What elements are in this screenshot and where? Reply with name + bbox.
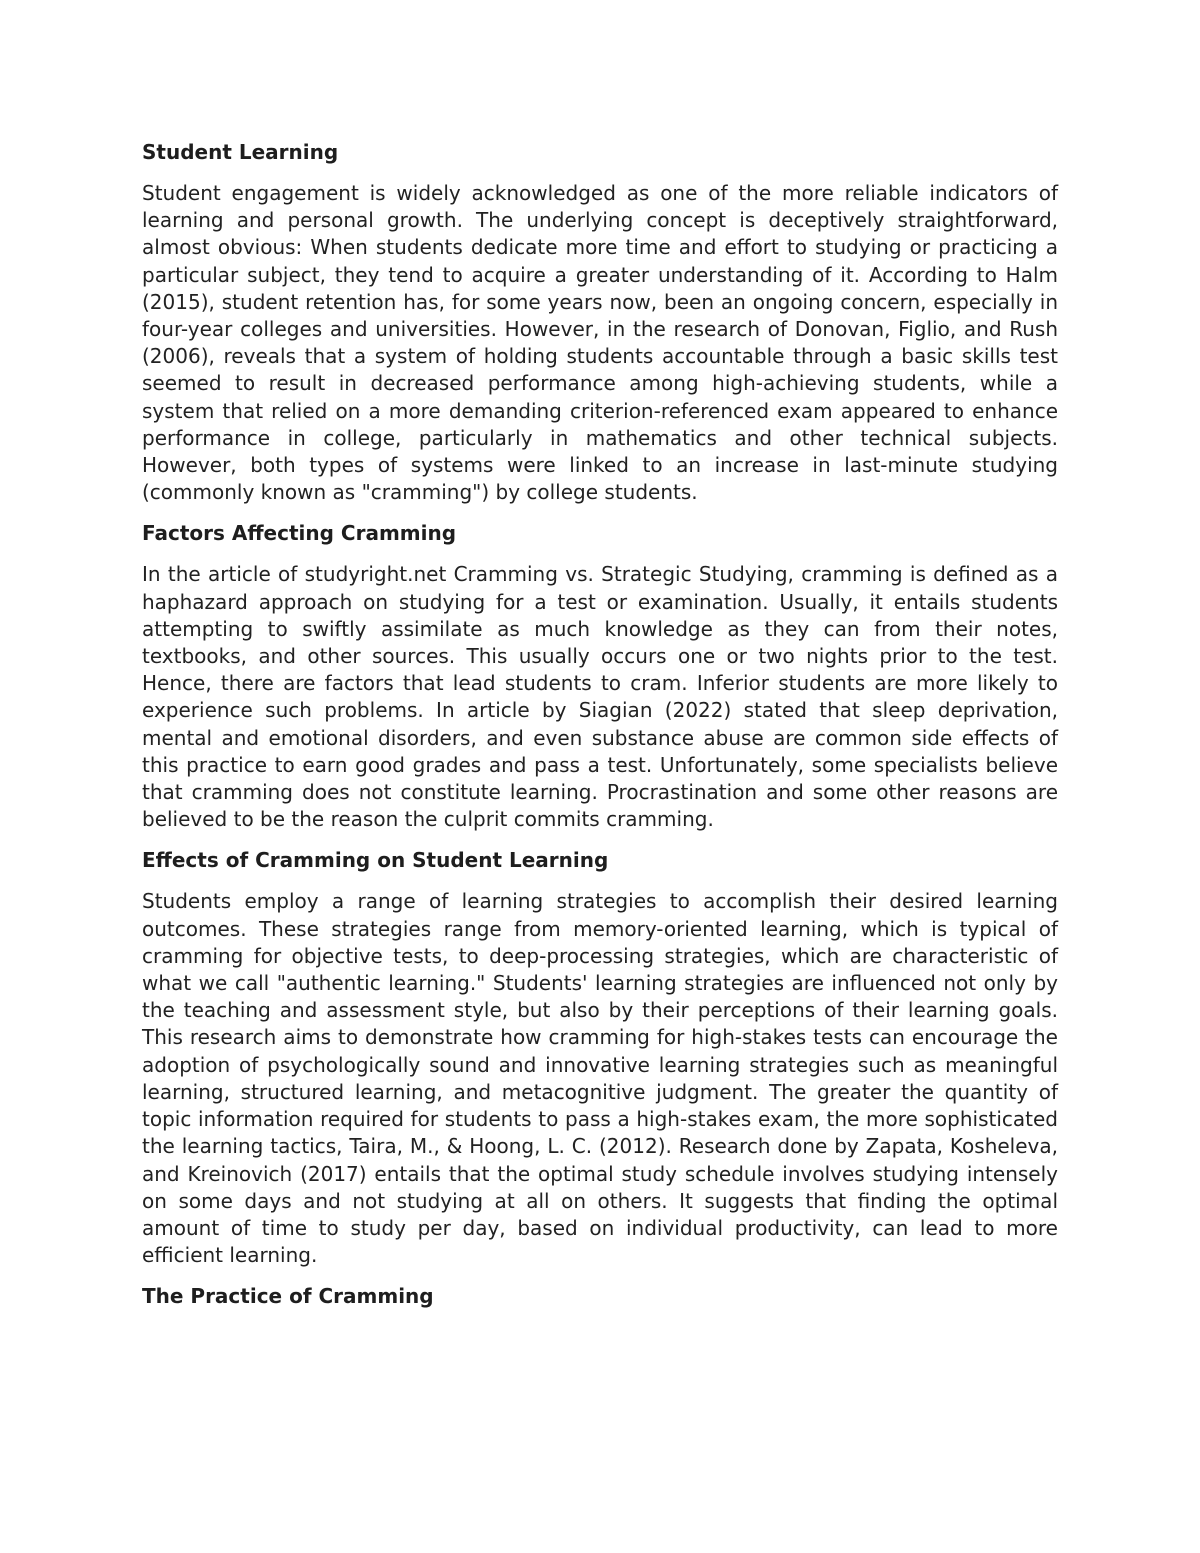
- heading-effects-of-cramming: Effects of Cramming on Student Learning: [142, 848, 609, 873]
- document-content: [142, 139, 1058, 1324]
- paragraph-factors-affecting-cramming: In the article of studyright.net Cramming vs. Strategic Studying, cramming is defined as a haphazard approach on studying for a test or examination. Usually, it entails students attempting to swiftly assimilate as much knowledge as they can from their notes, textbooks, and other sources. This usually occurs one or two nights prior to the test. Hence, there are factors that lead students to cram. Inferior students are more likely to experience such problems. In article by Siagian (2022) stated that sleep deprivation, mental and emotional disorders, and even substance abuse are common side effects of this practice to earn good grades and pass a test. Unfortunately, some specialists believe that cramming does not constitute learning. Procrastination and some other reasons are believed to be the reason the culprit commits cramming.: [142, 562, 1058, 832]
- heading-factors-affecting-cramming: Factors Affecting Cramming: [142, 521, 457, 546]
- heading-practice-of-cramming: The Practice of Cramming: [142, 1284, 434, 1309]
- heading-student-learning: Student Learning: [142, 140, 339, 164]
- paragraph-effects-of-cramming: Students employ a range of learning strategies to accomplish their desired learning outcomes. These strategies range from memory-oriented learning, which is typical of cramming for objective tests, to deep-processing strategies, which are characteristic of what we call "authentic learning." Students' learning strategies are influenced not only by the teaching and assessment style, but also by their perceptions of their learning goals. This research aims to demonstrate how cramming for high-stakes tests can encourage the adoption of psychologically sound and innovative learning strategies such as meaningful learning, structured learning, and metacognitive judgment. The greater the quantity of topic information required for students to pass a high-stakes exam, the more sophisticated the learning tactics, Taira, M., & Hoong, L. C. (2012). Research done by Zapata, Kosheleva, and Kreinovich (2017) entails that the optimal study schedule involves studying intensely on some days and not studying at all on others. It suggests that finding the optimal amount of time to study per day, based on individual productivity, can lead to more efficient learning.: [142, 889, 1058, 1268]
- paragraph-student-learning: Student engagement is widely acknowledged as one of the more reliable indicators of learning and personal growth. The underlying concept is deceptively straightforward, almost obvious: When students dedicate more time and effort to studying or practicing a particular subject, they tend to acquire a greater understanding of it. According to Halm (2015), student retention has, for some years now, been an ongoing concern, especially in four-year colleges and universities. However, in the research of Donovan, Figlio, and Rush (2006), reveals that a system of holding students accountable through a basic skills test seemed to result in decreased performance among high-achieving students, while a system that relied on a more demanding criterion-referenced exam appeared to enhance performance in college, particularly in mathematics and other technical subjects. However, both types of systems were linked to an increase in last-minute studying (commonly known as "cramming") by college students.: [142, 181, 1058, 505]
